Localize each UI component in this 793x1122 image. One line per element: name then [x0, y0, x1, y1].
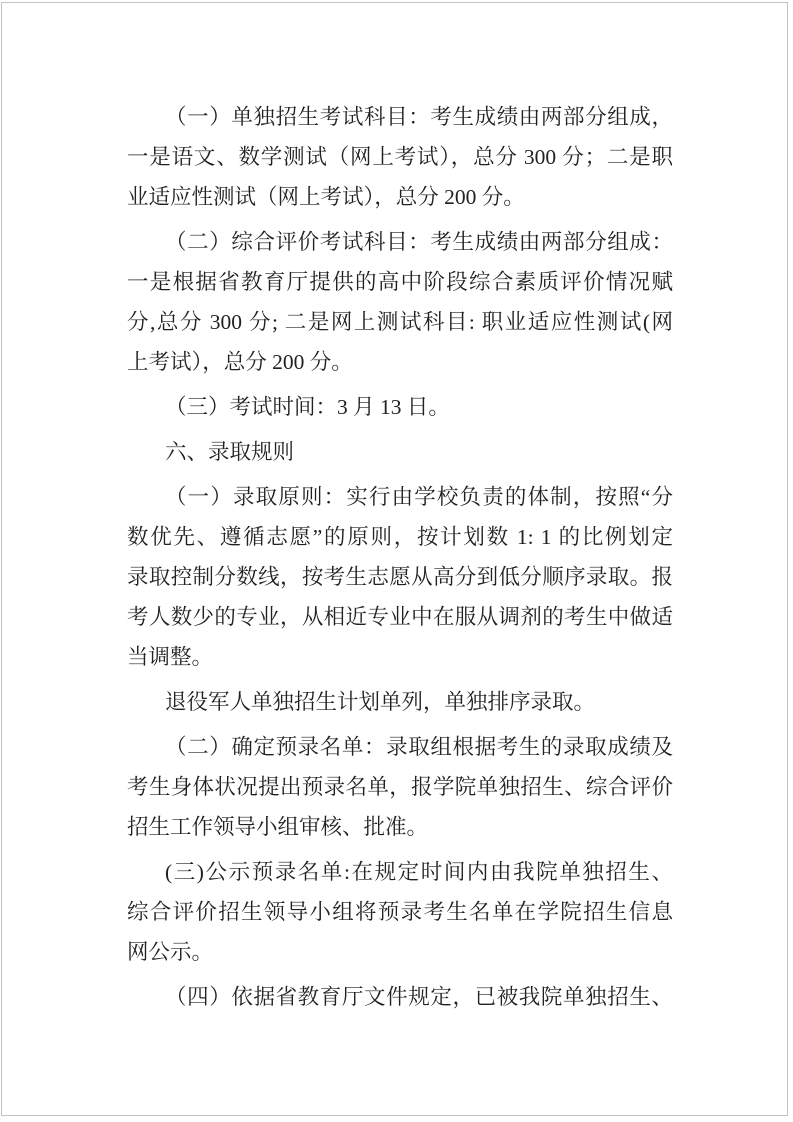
paragraph: [127, 97, 673, 217]
text-line: 考人数少的专业，从相近专业中在服从调剂的考生中做适: [127, 605, 673, 629]
text-line: 上考试），总分 200 分。: [127, 350, 353, 374]
text-line: 一是语文、数学测试（网上考试），总分 300 分；二是职: [127, 145, 673, 169]
text-line: （三）考试时间：3 月 13 日。: [165, 395, 450, 419]
text-line: （四）依据省教育厅文件规定，已被我院单独招生、: [165, 985, 673, 1009]
text-line: 退役军人单独招生计划单列，单独排序录取。: [165, 690, 596, 714]
text-line: 分,总分 300 分; 二是网上测试科目: 职业适应性测试(网: [127, 310, 673, 334]
paragraph: [127, 477, 673, 677]
text-line: （二）综合评价考试科目：考生成绩由两部分组成：: [165, 230, 673, 254]
text-line: 一是根据省教育厅提供的高中阶段综合素质评价情况赋: [127, 270, 673, 294]
paragraph: [127, 387, 673, 427]
text-line: 业适应性测试（网上考试），总分 200 分。: [127, 185, 525, 209]
paragraph: [127, 682, 673, 722]
text-line: 六、录取规则: [165, 440, 295, 464]
text-line: 综合评价招生领导小组将预录考生名单在学院招生信息: [127, 900, 673, 924]
text-line: 考生身体状况提出预录名单，报学院单独招生、综合评价: [127, 775, 673, 799]
text-line: 录取控制分数线，按考生志愿从高分到低分顺序录取。报: [127, 565, 673, 589]
paragraph: [127, 977, 673, 1017]
text-line: 招生工作领导小组审核、批准。: [127, 815, 429, 839]
paragraph: [127, 727, 673, 847]
paragraph: [127, 432, 673, 472]
paragraph: [127, 222, 673, 382]
text-line: （一）录取原则：实行由学校负责的体制，按照“分: [165, 485, 673, 509]
text-line: （一）单独招生考试科目：考生成绩由两部分组成，: [165, 105, 673, 129]
text-line: （二）确定预录名单：录取组根据考生的录取成绩及: [165, 735, 673, 759]
text-line: (三)公示预录名单:在规定时间内由我院单独招生、: [165, 860, 673, 884]
paragraph: [127, 852, 673, 972]
text-line: 网公示。: [127, 940, 214, 964]
document-body: [127, 97, 673, 1022]
text-line: 数优先、遵循志愿”的原则，按计划数 1: 1 的比例划定: [127, 525, 673, 549]
text-line: 当调整。: [127, 645, 214, 669]
document-page: [1, 2, 788, 1116]
